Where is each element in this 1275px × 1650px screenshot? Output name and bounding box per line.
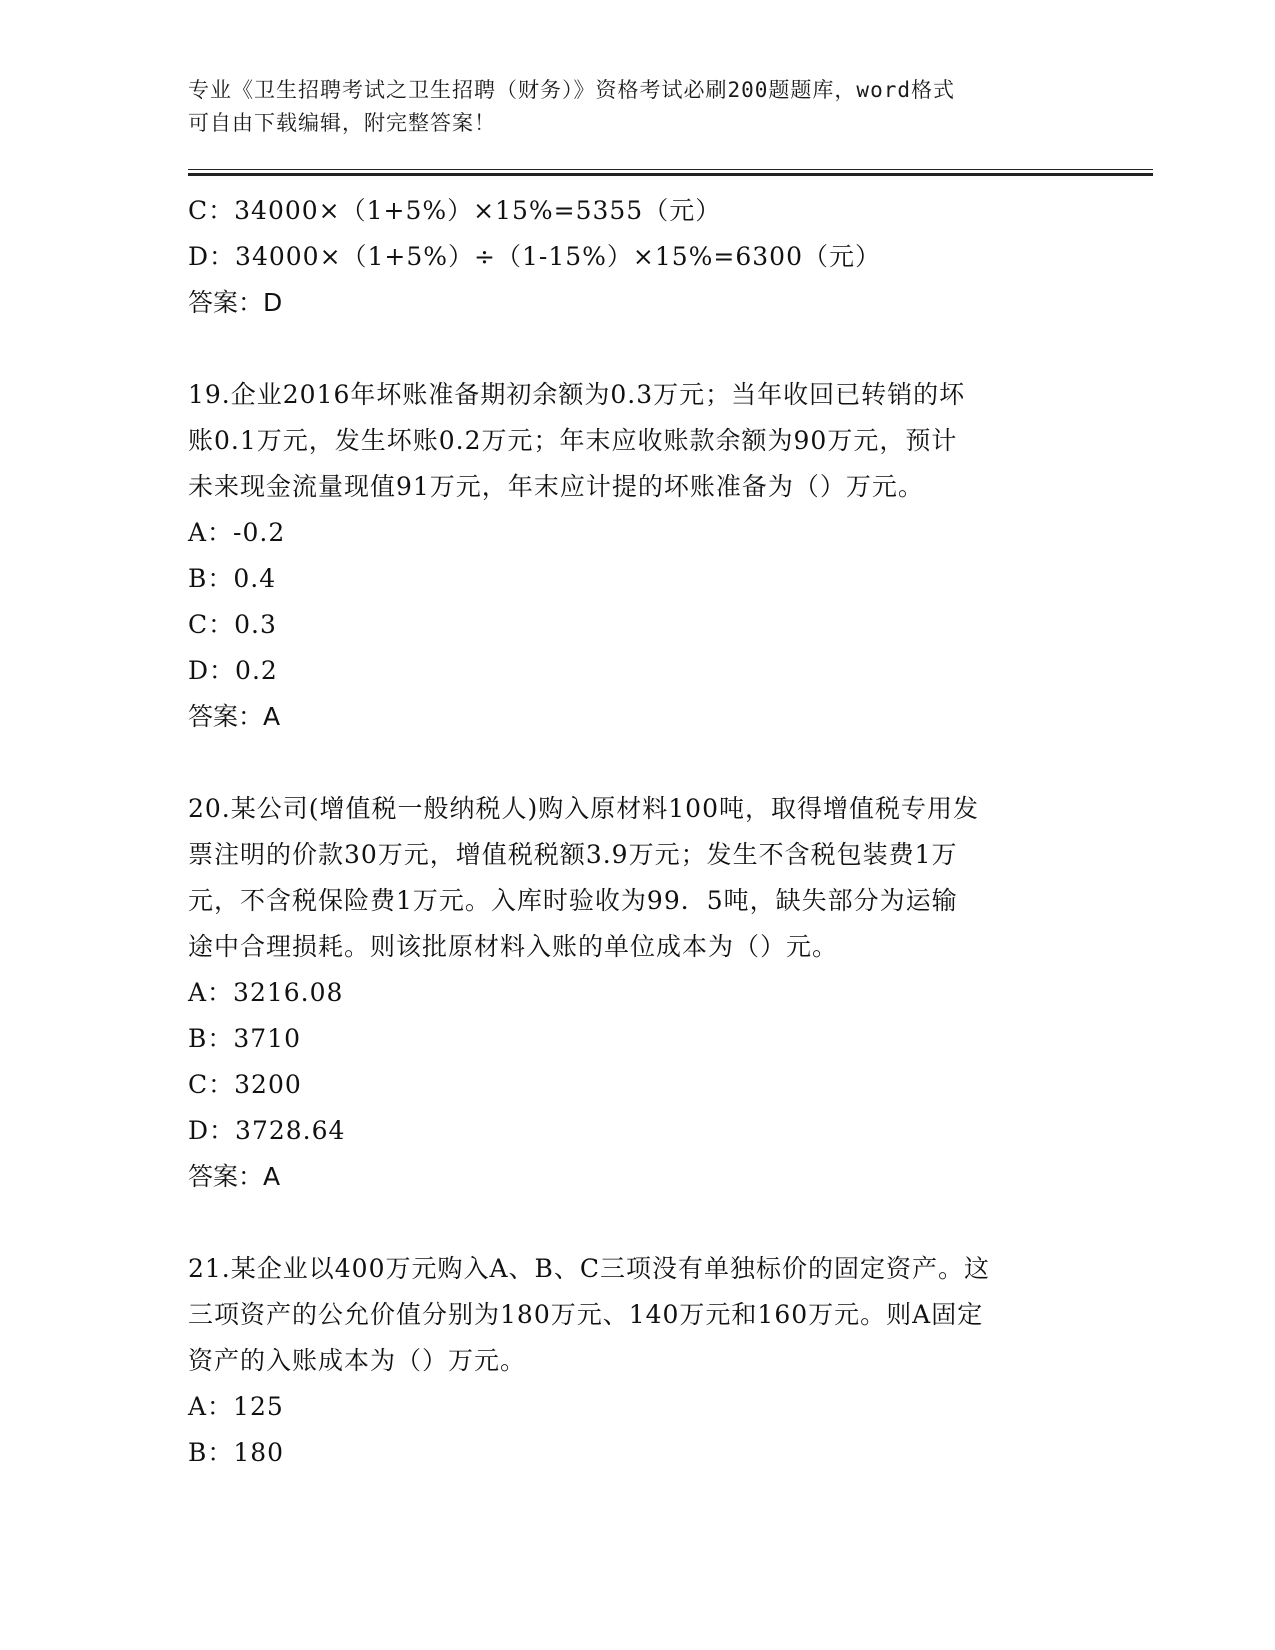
question-stem-line: 票注明的价款30万元，增值税税额3.9万元；发生不含税包装费1万 — [188, 840, 958, 869]
header-title-line-1: 专业《卫生招聘考试之卫生招聘（财务）》资格考试必刷200题题库，word格式 — [188, 78, 955, 102]
option-c: C：3200 — [188, 1070, 302, 1099]
question-stem-line: 途中合理损耗。则该批原材料入账的单位成本为（）元。 — [188, 932, 839, 961]
question-content — [188, 188, 1088, 1476]
option-d: D：0.2 — [188, 656, 278, 685]
answer-line: 答案：A — [188, 702, 281, 731]
question-stem-line: 账0.1万元，发生坏账0.2万元；年末应收账款余额为90万元，预计 — [188, 426, 958, 455]
question-stem-line: 21.某企业以400万元购入A、B、C三项没有单独标价的固定资产。这 — [188, 1254, 991, 1283]
option-c: C：34000×（1+5%）×15%=5355（元） — [188, 196, 722, 225]
header-divider-thick — [188, 173, 1153, 176]
option-d: D：3728.64 — [188, 1116, 346, 1145]
option-b: B：180 — [188, 1438, 285, 1467]
option-c: C：0.3 — [188, 610, 277, 639]
answer-line: 答案：D — [188, 288, 283, 317]
option-d: D：34000×（1+5%）÷（1-15%）×15%=6300（元） — [188, 242, 881, 271]
option-a: A：-0.2 — [188, 518, 286, 547]
header-title-line-2: 可自由下载编辑，附完整答案！ — [188, 111, 496, 135]
answer-line: 答案：A — [188, 1162, 281, 1191]
question-spacer — [188, 326, 1088, 372]
previous-question-tail — [188, 188, 1088, 326]
question-21 — [188, 1246, 1088, 1476]
question-stem-line: 资产的入账成本为（）万元。 — [188, 1346, 527, 1375]
question-stem-line: 元，不含税保险费1万元。入库时验收为99．5吨，缺失部分为运输 — [188, 886, 958, 915]
option-a: A：125 — [188, 1392, 284, 1421]
page-header — [188, 74, 1088, 140]
question-stem-line: 19.企业2016年坏账准备期初余额为0.3万元；当年收回已转销的坏 — [188, 380, 966, 409]
option-b: B：0.4 — [188, 564, 277, 593]
header-divider-thin — [188, 169, 1153, 170]
question-stem-line: 三项资产的公允价值分别为180万元、140万元和160万元。则A固定 — [188, 1300, 984, 1329]
question-20 — [188, 786, 1088, 1200]
question-stem-line: 20.某公司(增值税一般纳税人)购入原材料100吨，取得增值税专用发 — [188, 794, 979, 823]
option-a: A：3216.08 — [188, 978, 344, 1007]
question-19 — [188, 372, 1088, 740]
question-spacer — [188, 1200, 1088, 1246]
question-stem-line: 未来现金流量现值91万元，年末应计提的坏账准备为（）万元。 — [188, 472, 924, 501]
question-spacer — [188, 740, 1088, 786]
option-b: B：3710 — [188, 1024, 301, 1053]
